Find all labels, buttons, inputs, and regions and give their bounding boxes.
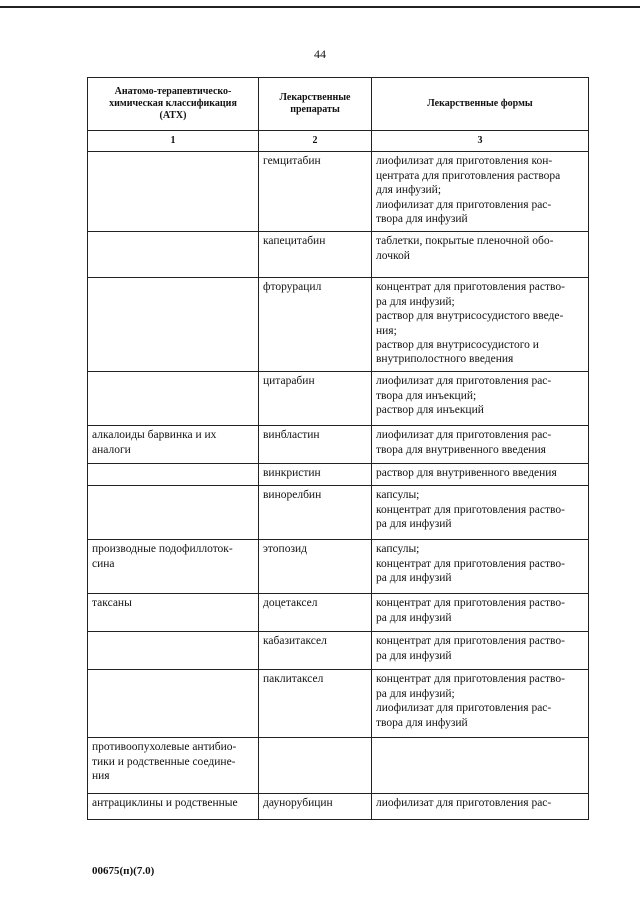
- drug-cell: фторурацил: [259, 278, 372, 372]
- drug-cell: винкристин: [259, 464, 372, 486]
- drug-cell: даунорубицин: [259, 794, 372, 820]
- table-row: [88, 794, 589, 820]
- column-number-2: 2: [259, 131, 372, 152]
- drug-cell: доцетаксел: [259, 594, 372, 632]
- header-atx-classification: Анатомо-терапевтическо- химическая классификация (АТХ): [88, 78, 259, 131]
- drug-cell: этопозид: [259, 540, 372, 594]
- table-row: [88, 232, 589, 278]
- drug-cell: цитарабин: [259, 372, 372, 426]
- atx-cell: [88, 464, 259, 486]
- dosage-form-cell: концентрат для приготовления раство- ра для инфузий; лиофилизат для приготовления рас- твора для инфузий: [372, 670, 589, 738]
- atx-cell: [88, 372, 259, 426]
- table-row: [88, 594, 589, 632]
- atx-cell: [88, 152, 259, 232]
- atx-drug-table: [87, 77, 589, 820]
- table-row: [88, 670, 589, 738]
- drug-cell: винорелбин: [259, 486, 372, 540]
- column-number-1: 1: [88, 131, 259, 152]
- dosage-form-cell: лиофилизат для приготовления рас-: [372, 794, 589, 820]
- dosage-form-cell: раствор для внутривенного введения: [372, 464, 589, 486]
- dosage-form-cell: капсулы; концентрат для приготовления раство- ра для инфузий: [372, 486, 589, 540]
- table-row: [88, 372, 589, 426]
- drug-cell: кабазитаксел: [259, 632, 372, 670]
- header-dosage-forms: Лекарственные формы: [372, 78, 589, 131]
- dosage-form-cell: капсулы; концентрат для приготовления раство- ра для инфузий: [372, 540, 589, 594]
- drug-cell: винбластин: [259, 426, 372, 464]
- header-drugs: Лекарственные препараты: [259, 78, 372, 131]
- atx-cell: [88, 670, 259, 738]
- drug-cell: [259, 738, 372, 794]
- column-number-3: 3: [372, 131, 589, 152]
- atx-cell: алкалоиды барвинка и их аналоги: [88, 426, 259, 464]
- table-row: [88, 632, 589, 670]
- atx-cell: [88, 278, 259, 372]
- table-row: [88, 486, 589, 540]
- drug-cell: гемцитабин: [259, 152, 372, 232]
- drug-cell: паклитаксел: [259, 670, 372, 738]
- dosage-form-cell: лиофилизат для приготовления рас- твора для инъекций; раствор для инъекций: [372, 372, 589, 426]
- dosage-form-cell: лиофилизат для приготовления кон- центрата для приготовления раствора для инфузий; лиофилизат для приготовления рас- твора для инфузий: [372, 152, 589, 232]
- dosage-form-cell: концентрат для приготовления раство- ра для инфузий: [372, 594, 589, 632]
- table-row: [88, 426, 589, 464]
- column-number-row: [88, 131, 589, 152]
- dosage-form-cell: концентрат для приготовления раство- ра для инфузий: [372, 632, 589, 670]
- dosage-form-cell: таблетки, покрытые пленочной обо- лочкой: [372, 232, 589, 278]
- document-code: 00675(п)(7.0): [92, 865, 155, 877]
- atx-cell: таксаны: [88, 594, 259, 632]
- dosage-form-cell: лиофилизат для приготовления рас- твора для внутривенного введения: [372, 426, 589, 464]
- table-body: [88, 131, 589, 820]
- page-number: 44: [314, 47, 326, 61]
- atx-cell: [88, 632, 259, 670]
- atx-cell: [88, 486, 259, 540]
- dosage-form-cell: концентрат для приготовления раство- ра для инфузий; раствор для внутрисосудистого введе- ния; раствор для внутрисосудистого и внутриполостного введения: [372, 278, 589, 372]
- atx-cell: антрациклины и родственные: [88, 794, 259, 820]
- top-border-rule: [0, 6, 640, 8]
- table-row: [88, 738, 589, 794]
- atx-cell: противоопухолевые антибио- тики и родственные соедине- ния: [88, 738, 259, 794]
- table-row: [88, 278, 589, 372]
- dosage-form-cell: [372, 738, 589, 794]
- drug-cell: капецитабин: [259, 232, 372, 278]
- header-row: [88, 78, 589, 131]
- atx-cell: [88, 232, 259, 278]
- table-row: [88, 152, 589, 232]
- table-row: [88, 540, 589, 594]
- table-row: [88, 464, 589, 486]
- atx-cell: производные подофиллоток- сина: [88, 540, 259, 594]
